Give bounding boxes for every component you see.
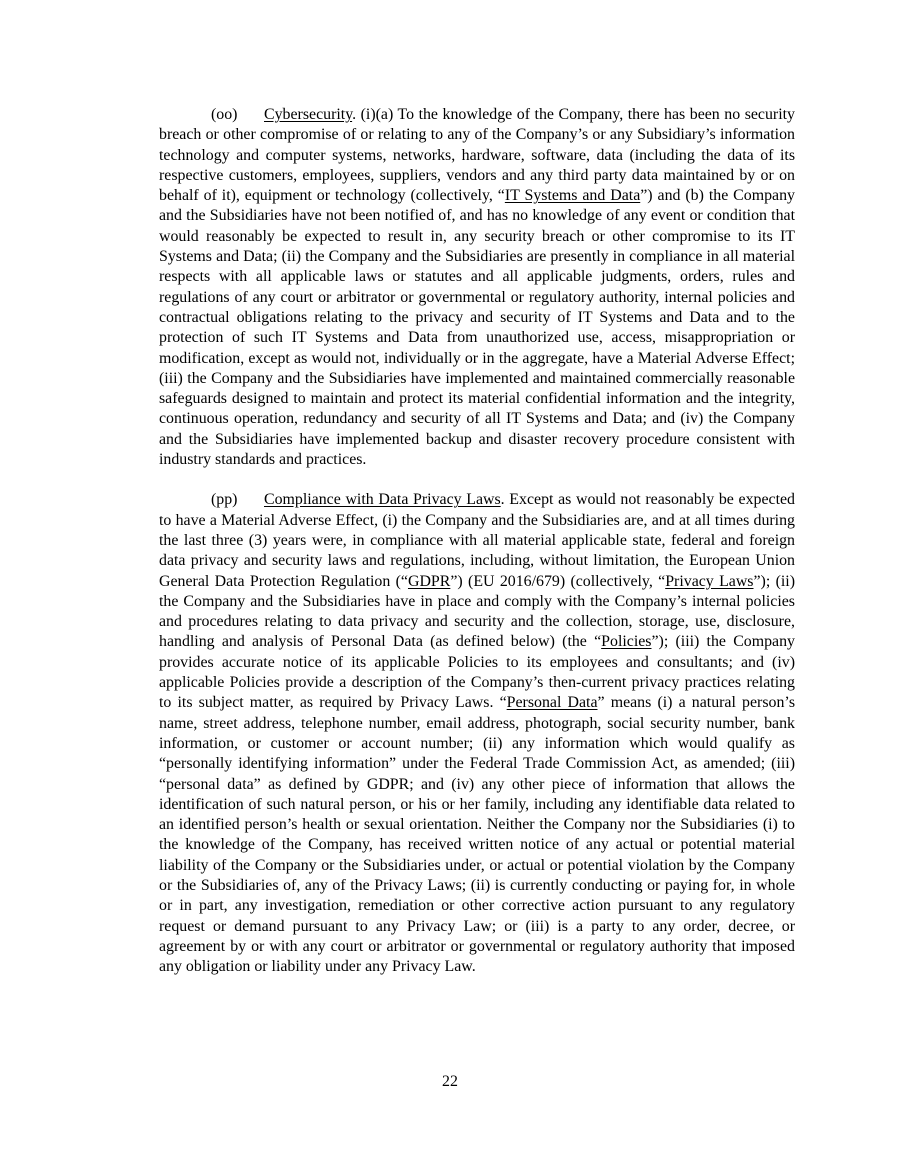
- section-heading: Cybersecurity: [264, 106, 353, 123]
- section-text: . Except as would not reasonably be expected to have a Material Adverse Effect, (i) the Company and the Subsidiaries are, and at all times during the last three (3) years were, in compliance with all material applicable state, federal and foreign data privacy and security laws and regulations, including, without limitation, the European Union General Data Protection Regulation (“: [159, 491, 795, 590]
- section-number: (pp): [211, 491, 238, 509]
- page-number: 22: [442, 1073, 458, 1090]
- defined-term: GDPR: [407, 572, 451, 590]
- defined-term: Policies: [601, 633, 652, 651]
- defined-term: Personal Data: [506, 694, 598, 712]
- section-text: ”); (iii) the Company provides accurate notice of its applicable Policies to its employees and consultants; and (iv) applicable Policies provide a description of the Company’s then-current privacy practices relating to its subject matter, as required by Privacy Laws. “: [159, 633, 795, 712]
- section-heading: Compliance with Data Privacy Laws: [264, 491, 501, 509]
- section-number: (oo): [211, 106, 238, 123]
- section-text: ” means (i) a natural person’s name, street address, telephone number, email address, photograph, social security number, bank information, or customer or account number; (ii) any information which would qualify as “personally identifying information” under the Federal Trade Commission Act, as amended; (iii) “personal data” as defined by GDPR; and (iv) any other piece of information that allows the identification of such natural person, or his or her family, including any identifiable data related to an identified person’s health or sexual orientation. Neither the Company nor the Subsidiaries (i) to the knowledge of the Company, has received written notice of any actual or potential material liability of the Company or the Subsidiaries under, or actual or potential violation by the Company or the Subsidiaries of, any of the Privacy Laws; (ii) is currently conducting or paying for, in whole or in part, any investigation, remediation or other corrective action pursuant to any regulatory request or demand pursuant to any Privacy Law; or (iii) is a party to any order, decree, or agreement by or with any court or arbitrator or governmental or regulatory authority that imposed any obligation or liability under any Privacy Law.: [159, 694, 795, 976]
- section-oo: [159, 105, 795, 470]
- section-text: ”) (EU 2016/679) (collectively, “: [450, 572, 666, 590]
- section-text: ”) and (b) the Company and the Subsidiaries have not been notified of, and has no knowledge of any event or condition that would reasonably be expected to result in, any security breach or other compromise to its IT Systems and Data; (ii) the Company and the Subsidiaries are presently in compliance in all material respects with all applicable laws or statutes and all applicable judgments, orders, rules and regulations of any court or arbitrator or governmental or regulatory authority, internal policies and contractual obligations relating to the privacy and security of IT Systems and Data and to the protection of such IT Systems and Data from unauthorized use, access, misappropriation or modification, except as would not, individually or in the aggregate, have a Material Adverse Effect; (iii) the Company and the Subsidiaries have implemented and maintained commercially reasonable safeguards designed to maintain and protect its material confidential information and the integrity, continuous operation, redundancy and security of all IT Systems and Data; and (iv) the Company and the Subsidiaries have implemented backup and disaster recovery procedure consistent with industry standards and practices.: [159, 187, 795, 469]
- defined-term: IT Systems and Data: [504, 187, 641, 205]
- section-pp: [159, 490, 795, 977]
- document-page: [159, 105, 795, 977]
- section-text: ”); (ii) the Company and the Subsidiaries have in place and comply with the Company’s internal policies and procedures relating to data privacy and security and the collection, storage, use, disclosure, handling and analysis of Personal Data (as defined below) (the “: [159, 572, 795, 651]
- section-text: . (i)(a) To the knowledge of the Company, there has been no security breach or other compromise of or relating to any of the Company’s or any Subsidiary’s information technology and computer systems, networks, hardware, software, data (including the data of its respective customers, employees, suppliers, vendors and any third party data maintained by or on behalf of it), equipment or technology (collectively, “: [159, 106, 795, 205]
- defined-term: Privacy Laws: [665, 572, 754, 590]
